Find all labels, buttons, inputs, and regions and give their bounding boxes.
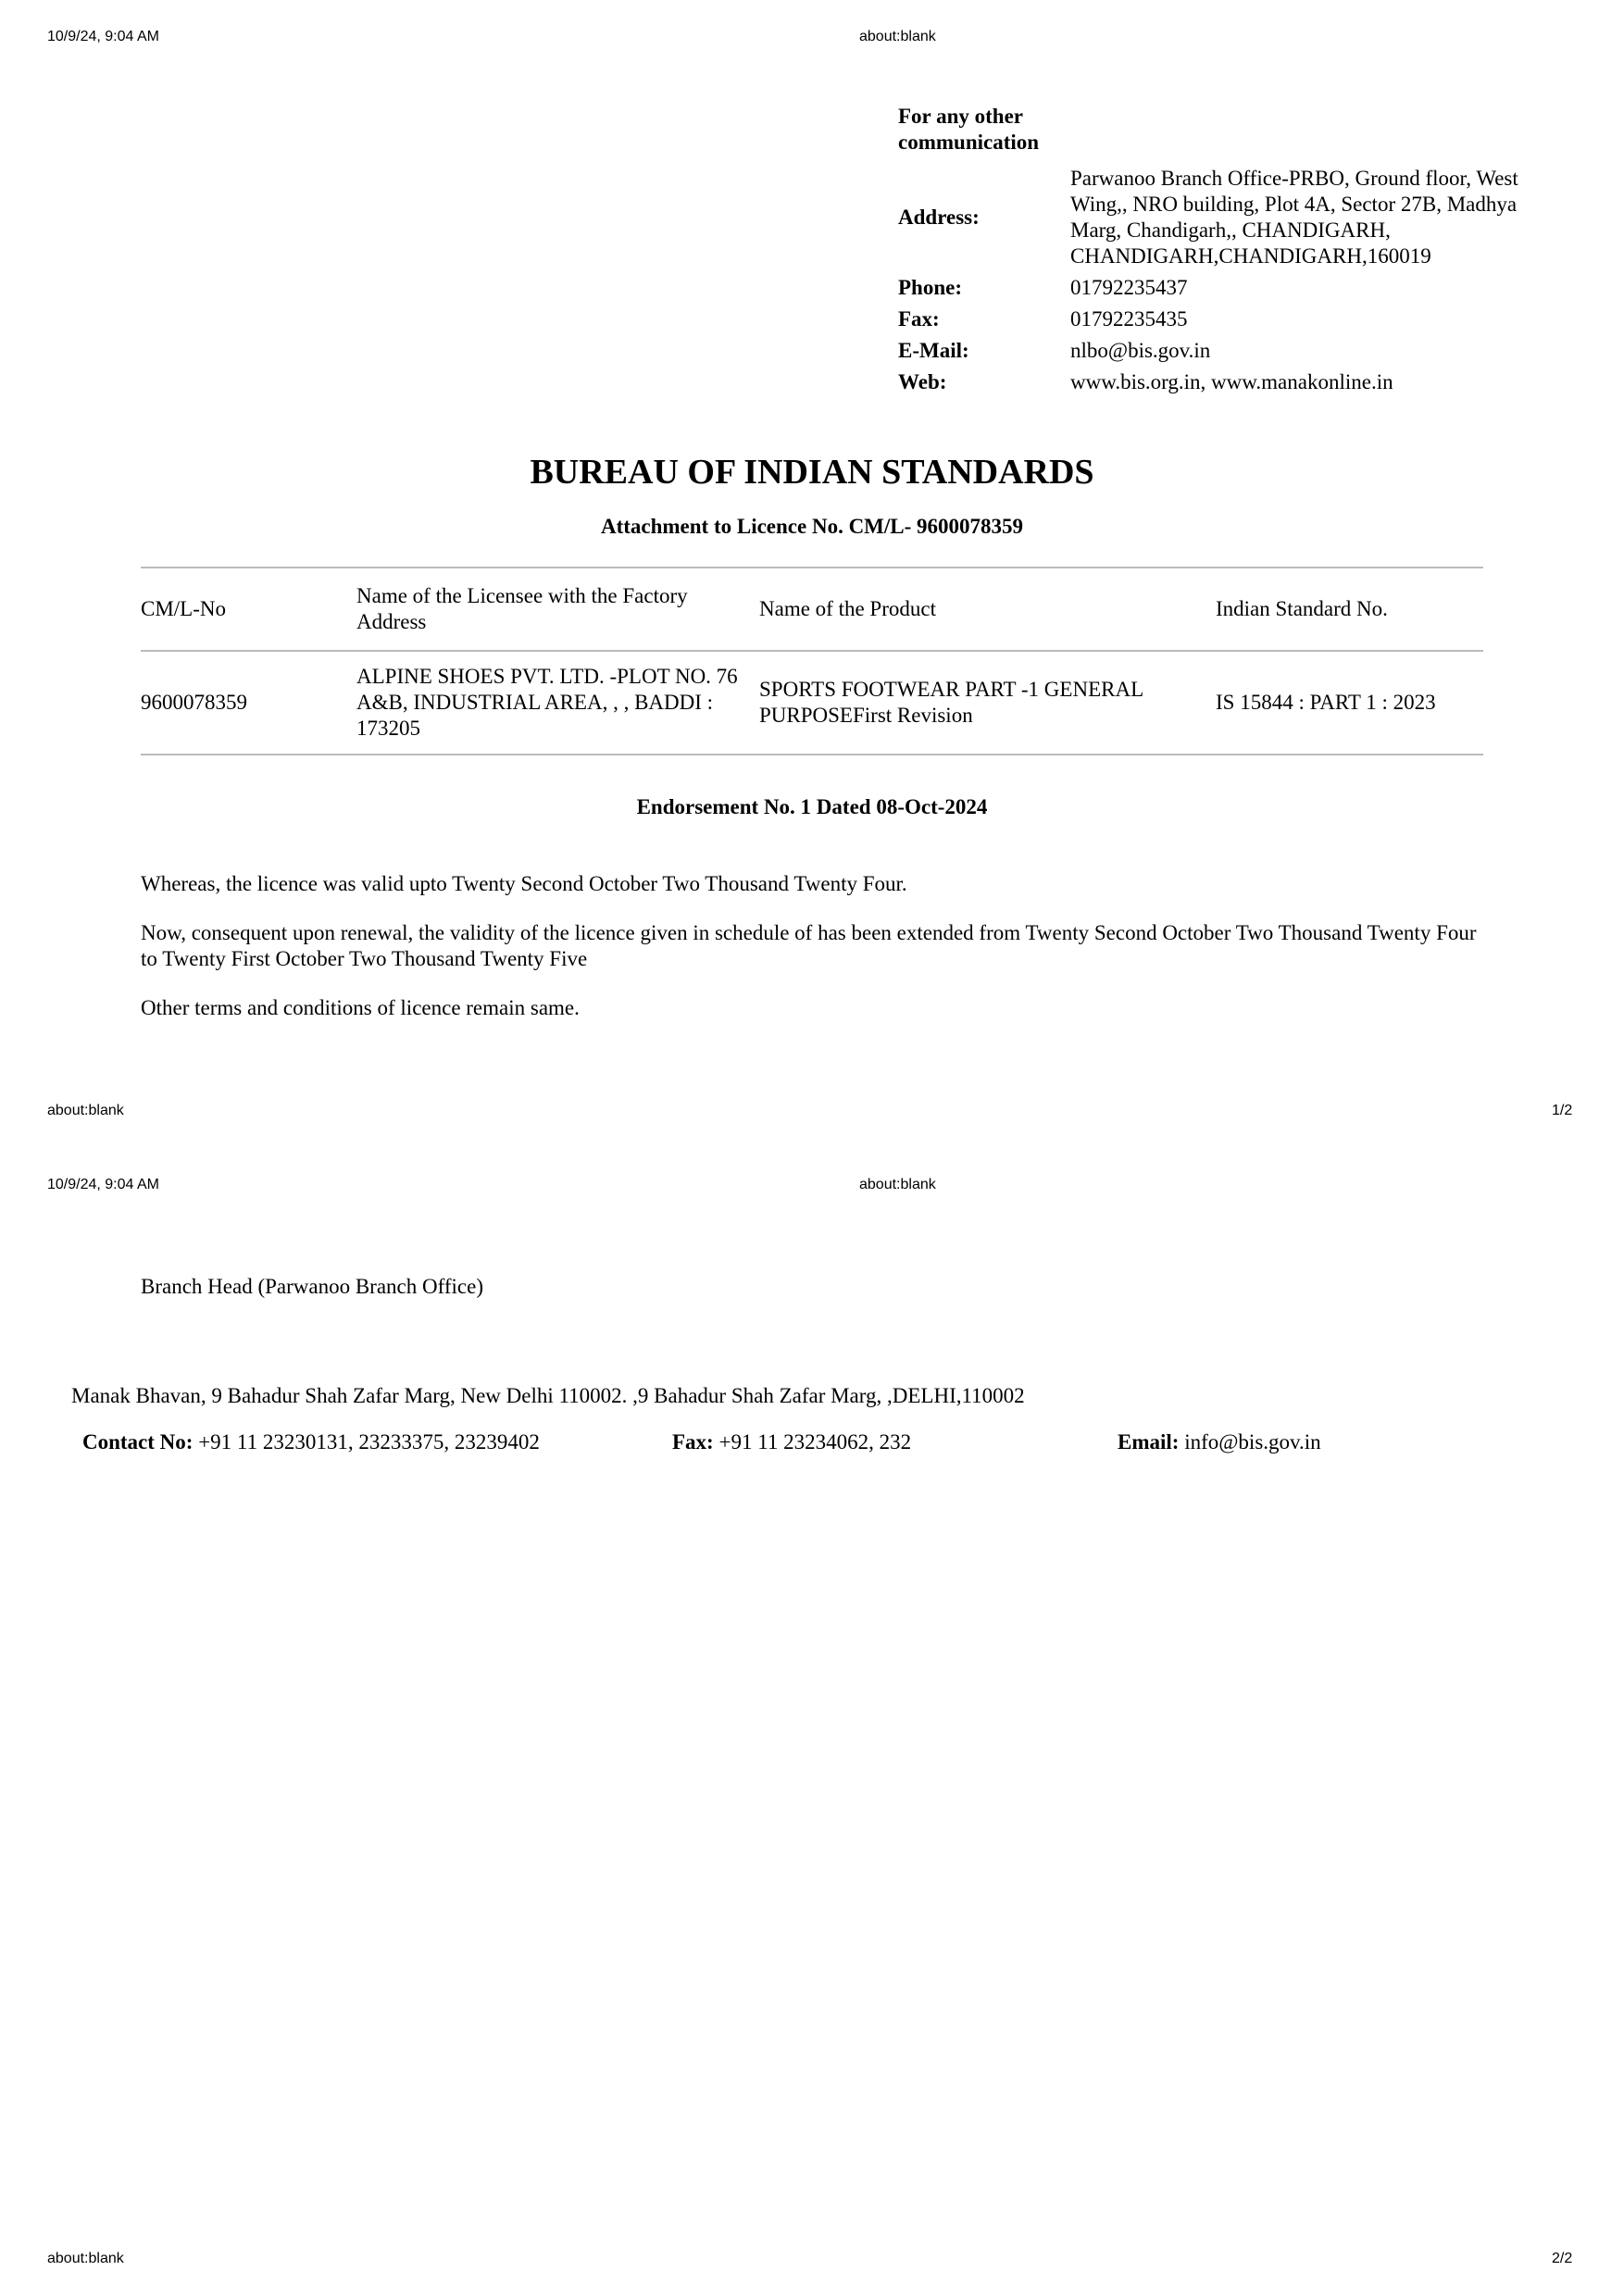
document-title: BUREAU OF INDIAN STANDARDS [530, 453, 1094, 492]
address-label: Address: [898, 206, 980, 229]
phone-label: Phone: [898, 276, 962, 299]
email-label: Email: [1118, 1430, 1180, 1454]
print-url: about:blank [859, 29, 936, 44]
print-footer-url: about:blank [47, 2251, 124, 2266]
footer-contact [82, 1430, 540, 1454]
print-timestamp: 10/9/24, 9:04 AM [47, 1177, 159, 1192]
print-timestamp: 10/9/24, 9:04 AM [47, 29, 159, 44]
renewal-paragraph: Now, consequent upon renewal, the validity of the licence given in schedule of has been extended from Twenty Second October Two Thousand Twenty Four to Twenty First October Two Thousand Twenty Five [141, 921, 1477, 970]
licence-table [141, 567, 1483, 755]
product-name-cell: SPORTS FOOTWEAR PART -1 GENERAL PURPOSEFirst Revision [759, 678, 1143, 727]
contact-heading: For any other communication [898, 105, 1040, 154]
contact-block [898, 104, 1533, 398]
web-row [898, 367, 1533, 398]
signatory: Branch Head (Parwanoo Branch Office) [141, 1275, 483, 1298]
column-header: CM/L-No [141, 597, 226, 620]
email-value: nlbo@bis.gov.in [1070, 339, 1211, 362]
endorsement-heading: Endorsement No. 1 Dated 08-Oct-2024 [636, 795, 988, 818]
licence-number-cell: 9600078359 [141, 691, 247, 714]
standard-number-cell: IS 15844 : PART 1 : 2023 [1216, 691, 1436, 714]
contact-table [898, 163, 1533, 398]
print-url: about:blank [859, 1177, 936, 1192]
contact-value: +91 11 23230131, 23233375, 23239402 [198, 1430, 540, 1454]
attachment-heading: Attachment to Licence No. CM/L- 9600078359 [600, 515, 1024, 538]
email-label: E-Mail: [898, 339, 969, 362]
licensee-address-cell: ALPINE SHOES PVT. LTD. -PLOT NO. 76 A&B, INDUSTRIAL AREA, , , BADDI : 173205 [356, 665, 738, 740]
page-2 [0, 1148, 1624, 2296]
table-row [141, 651, 1483, 755]
phone-row [898, 272, 1533, 304]
fax-row [898, 304, 1533, 335]
email-value: info@bis.gov.in [1184, 1430, 1321, 1454]
fax-value: 01792235435 [1070, 307, 1188, 331]
table-header-row [141, 568, 1483, 651]
fax-label: Fax: [672, 1430, 714, 1454]
footer-fax [672, 1430, 911, 1454]
column-header: Name of the Licensee with the Factory Address [356, 584, 688, 633]
address-value: Parwanoo Branch Office-PRBO, Ground floor, West Wing,, NRO building, Plot 4A, Sector 27B, Madhya Marg, Chandigarh,, CHANDIGARH, CHANDIGARH,CHANDIGARH,160019 [1070, 167, 1518, 268]
validity-paragraph: Whereas, the licence was valid upto Twenty Second October Two Thousand Twenty Four. [141, 872, 907, 895]
web-value: www.bis.org.in, www.manakonline.in [1070, 370, 1393, 393]
fax-value: +91 11 23234062, 232 [718, 1430, 912, 1454]
terms-paragraph: Other terms and conditions of licence remain same. [141, 996, 580, 1019]
address-row [898, 163, 1533, 272]
page-number: 2/2 [1552, 2251, 1573, 2266]
email-row [898, 335, 1533, 367]
page-number: 1/2 [1552, 1103, 1573, 1118]
footer-email [1118, 1430, 1321, 1454]
phone-value: 01792235437 [1070, 276, 1188, 299]
contact-label: Contact No: [82, 1430, 194, 1454]
column-header: Name of the Product [759, 597, 936, 620]
web-label: Web: [898, 370, 947, 393]
column-header: Indian Standard No. [1216, 597, 1388, 620]
fax-label: Fax: [898, 307, 940, 331]
print-footer-url: about:blank [47, 1103, 124, 1118]
footer-address: Manak Bhavan, 9 Bahadur Shah Zafar Marg, New Delhi 110002. ,9 Bahadur Shah Zafar Marg, ,DELHI,110002 [71, 1384, 1025, 1407]
